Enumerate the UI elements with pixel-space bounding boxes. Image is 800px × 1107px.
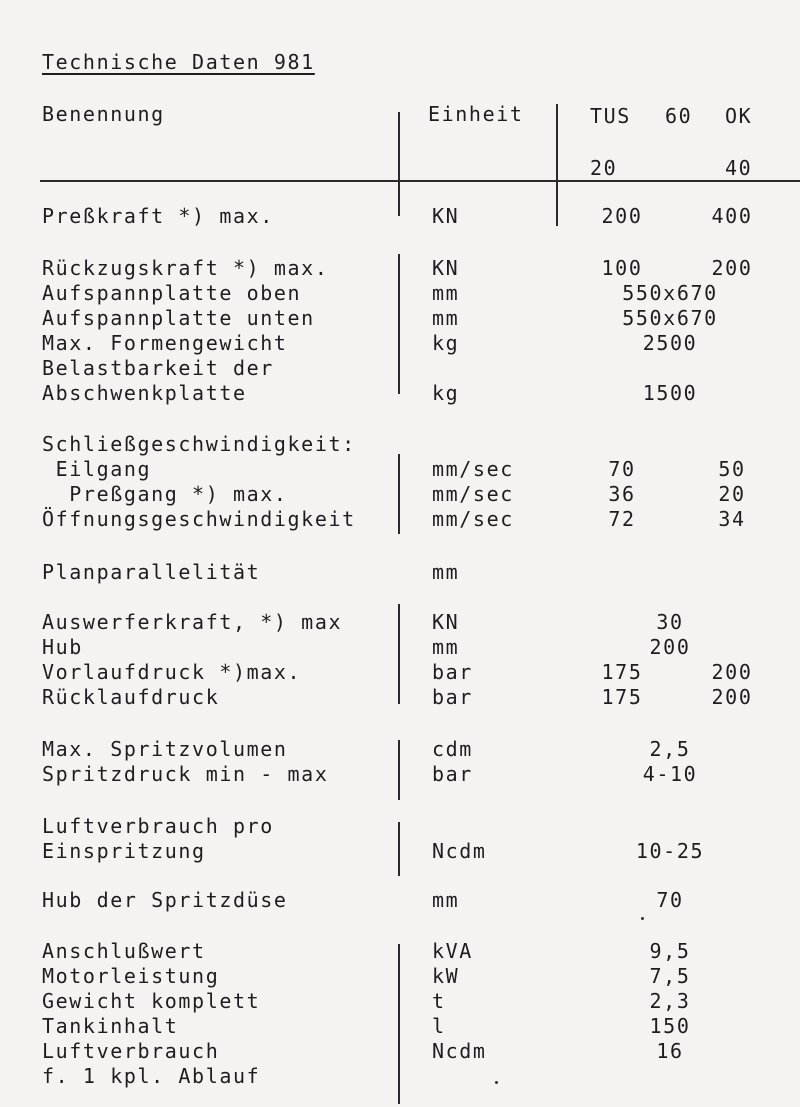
divider: [398, 822, 400, 876]
row-label: Belastbarkeit der: [42, 356, 274, 380]
row-label: Luftverbrauch: [42, 1039, 220, 1063]
row-value-a: 36: [608, 482, 636, 506]
row-label: Max. Spritzvolumen: [42, 737, 288, 761]
row-value-a: 200: [601, 204, 643, 228]
row-label: Preßgang *) max.: [42, 482, 288, 506]
row-unit: kW: [432, 964, 460, 988]
row-unit: mm: [432, 281, 460, 305]
row-label: Eilgang: [42, 457, 152, 481]
row-value-a: 175: [601, 685, 643, 709]
row-value-b: 200: [711, 256, 753, 280]
header-col-b: 40: [725, 156, 753, 180]
row-unit: Ncdm: [432, 839, 487, 863]
row-label: Öffnungsgeschwindigkeit: [42, 507, 356, 531]
row-label: Rücklaufdruck: [42, 685, 220, 709]
row-value-b: 200: [711, 660, 753, 684]
row-label: Motorleistung: [42, 964, 220, 988]
row-value: 10-25: [635, 839, 705, 863]
row-unit: KN: [432, 610, 460, 634]
row-unit: mm: [432, 888, 460, 912]
divider: [398, 454, 400, 534]
row-value-a: 70: [608, 457, 636, 481]
divider: [398, 254, 400, 394]
header-sixty: 60: [665, 104, 693, 128]
row-unit: cdm: [432, 737, 473, 761]
row-value: 30: [656, 610, 684, 634]
row-value-b: 34: [718, 507, 746, 531]
speck: [495, 1081, 498, 1084]
row-unit: l: [432, 1014, 446, 1038]
row-value-b: 400: [711, 204, 753, 228]
row-label: Tankinhalt: [42, 1014, 179, 1038]
row-label: Anschlußwert: [42, 939, 206, 963]
row-value: 550x670: [622, 306, 718, 330]
row-unit: kg: [432, 331, 460, 355]
row-label: Aufspannplatte unten: [42, 306, 315, 330]
row-label: Planparallelität: [42, 560, 261, 584]
header-einheit: Einheit: [428, 102, 524, 126]
row-unit: mm: [432, 306, 460, 330]
row-label: Aufspannplatte oben: [42, 281, 302, 305]
row-unit: mm/sec: [432, 457, 514, 481]
row-value: 7,5: [649, 964, 691, 988]
row-value: 550x670: [622, 281, 718, 305]
row-label: Preßkraft *) max.: [42, 204, 274, 228]
divider: [556, 104, 558, 226]
row-value-b: 200: [711, 685, 753, 709]
row-unit: Ncdm: [432, 1039, 487, 1063]
header-rule: [40, 180, 800, 182]
divider: [398, 604, 400, 704]
row-label: Vorlaufdruck *)max.: [42, 660, 302, 684]
row-unit: t: [432, 989, 446, 1013]
row-label: Max. Formengewicht: [42, 331, 288, 355]
row-value: 1500: [642, 381, 698, 405]
header-ok: OK: [725, 104, 753, 128]
row-unit: mm: [432, 560, 460, 584]
row-label: f. 1 kpl. Ablauf: [42, 1064, 261, 1088]
row-value-a: 100: [601, 256, 643, 280]
row-value: 2500: [642, 331, 698, 355]
row-value: 200: [649, 635, 691, 659]
row-value: 4-10: [642, 762, 698, 786]
row-value: 70: [656, 888, 684, 912]
row-unit: KN: [432, 204, 460, 228]
row-unit: mm/sec: [432, 482, 514, 506]
row-value-b: 50: [718, 457, 746, 481]
row-label: Gewicht komplett: [42, 989, 261, 1013]
row-label: Schließgeschwindigkeit:: [42, 432, 356, 456]
divider: [398, 112, 400, 216]
row-value-b: 20: [718, 482, 746, 506]
row-label: Auswerferkraft, *) max: [42, 610, 343, 634]
row-value-a: 72: [608, 507, 636, 531]
row-unit: mm/sec: [432, 507, 514, 531]
page-title: Technische Daten 981: [42, 50, 315, 74]
row-unit: bar: [432, 762, 473, 786]
row-label: Hub der Spritzdüse: [42, 888, 288, 912]
row-unit: mm: [432, 635, 460, 659]
header-tus: TUS: [590, 104, 631, 128]
header-col-a: 20: [590, 156, 618, 180]
row-label: Rückzugskraft *) max.: [42, 256, 329, 280]
speck: [641, 917, 644, 920]
row-label: Hub: [42, 635, 83, 659]
divider: [398, 944, 400, 1104]
row-unit: bar: [432, 685, 473, 709]
row-label: Spritzdruck min - max: [42, 762, 329, 786]
row-unit: kg: [432, 381, 460, 405]
row-value: 2,5: [649, 737, 691, 761]
row-label: Einspritzung: [42, 839, 206, 863]
divider: [398, 740, 400, 800]
row-value: 16: [656, 1039, 684, 1063]
row-unit: kVA: [432, 939, 473, 963]
row-unit: KN: [432, 256, 460, 280]
header-benennung: Benennung: [42, 102, 165, 126]
row-value: 9,5: [649, 939, 691, 963]
row-value: 150: [649, 1014, 691, 1038]
row-label: Abschwenkplatte: [42, 381, 247, 405]
row-label: Luftverbrauch pro: [42, 814, 274, 838]
row-value-a: 175: [601, 660, 643, 684]
row-unit: bar: [432, 660, 473, 684]
row-value: 2,3: [649, 989, 691, 1013]
